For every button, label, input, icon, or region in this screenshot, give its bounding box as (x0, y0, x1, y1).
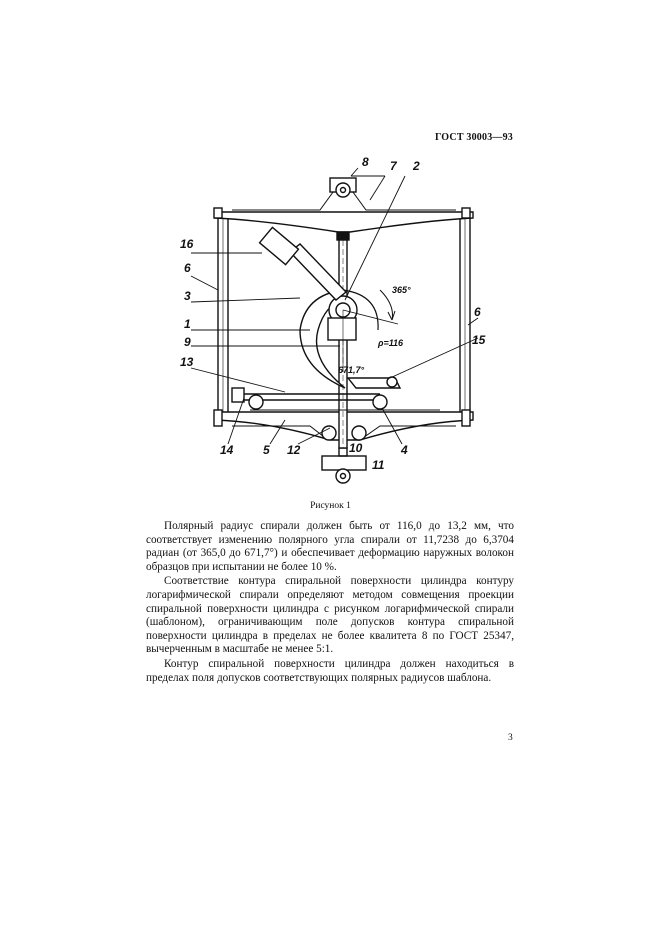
callout-12: 12 (287, 443, 301, 457)
callout-2: 2 (413, 159, 420, 173)
callout-10: 10 (349, 441, 363, 455)
standard-header: ГОСТ 30003—93 (434, 132, 513, 143)
angle-max-label: 365° (392, 285, 411, 295)
callout-14: 14 (220, 443, 234, 457)
page-number: 3 (508, 733, 513, 743)
callout-3: 3 (184, 289, 191, 303)
radius-label: ρ=116 (378, 338, 404, 348)
callout-6-right: 6 (474, 305, 481, 319)
callout-6-left: 6 (184, 261, 191, 275)
callout-11: 11 (372, 458, 385, 472)
callout-5: 5 (263, 443, 270, 457)
angle-min-label: 671,7° (338, 365, 365, 375)
callout-13: 13 (180, 355, 194, 369)
callout-9: 9 (184, 335, 191, 349)
figure-caption: Рисунок 1 (310, 501, 351, 511)
callout-7: 7 (390, 159, 397, 173)
body-text (146, 520, 514, 686)
callout-4: 4 (401, 443, 408, 457)
paragraph: Контур спиральной поверхности цилиндра должен находиться в пределах поля допусков соответствующих полярных радиусов шаблона. (146, 657, 514, 684)
callout-8: 8 (362, 155, 369, 169)
paragraph: Соответствие контура спиральной поверхности цилиндра контуру логарифмической спирали определяют методом совмещения проекции спиральной поверхности цилиндра с рисунком логарифмической спирали (шаблоном), ограничивающим поле допусков контура спиральной поверхности цилиндра в пределах не более квалитета 8 по ГОСТ 25347, вычерченным в масштабе не менее 5:1. (146, 575, 514, 656)
callout-16: 16 (180, 237, 194, 251)
callout-1: 1 (184, 317, 191, 331)
paragraph: Полярный радиус спирали должен быть от 116,0 до 13,2 мм, что соответствует изменению полярного угла спирали от 11,7238 до 6,3704 радиан (от 365,0 до 671,7°) и обеспечивает деформацию наружных волокон образцов при испытании не более 10 %. (146, 520, 514, 573)
callout-15: 15 (472, 333, 486, 347)
